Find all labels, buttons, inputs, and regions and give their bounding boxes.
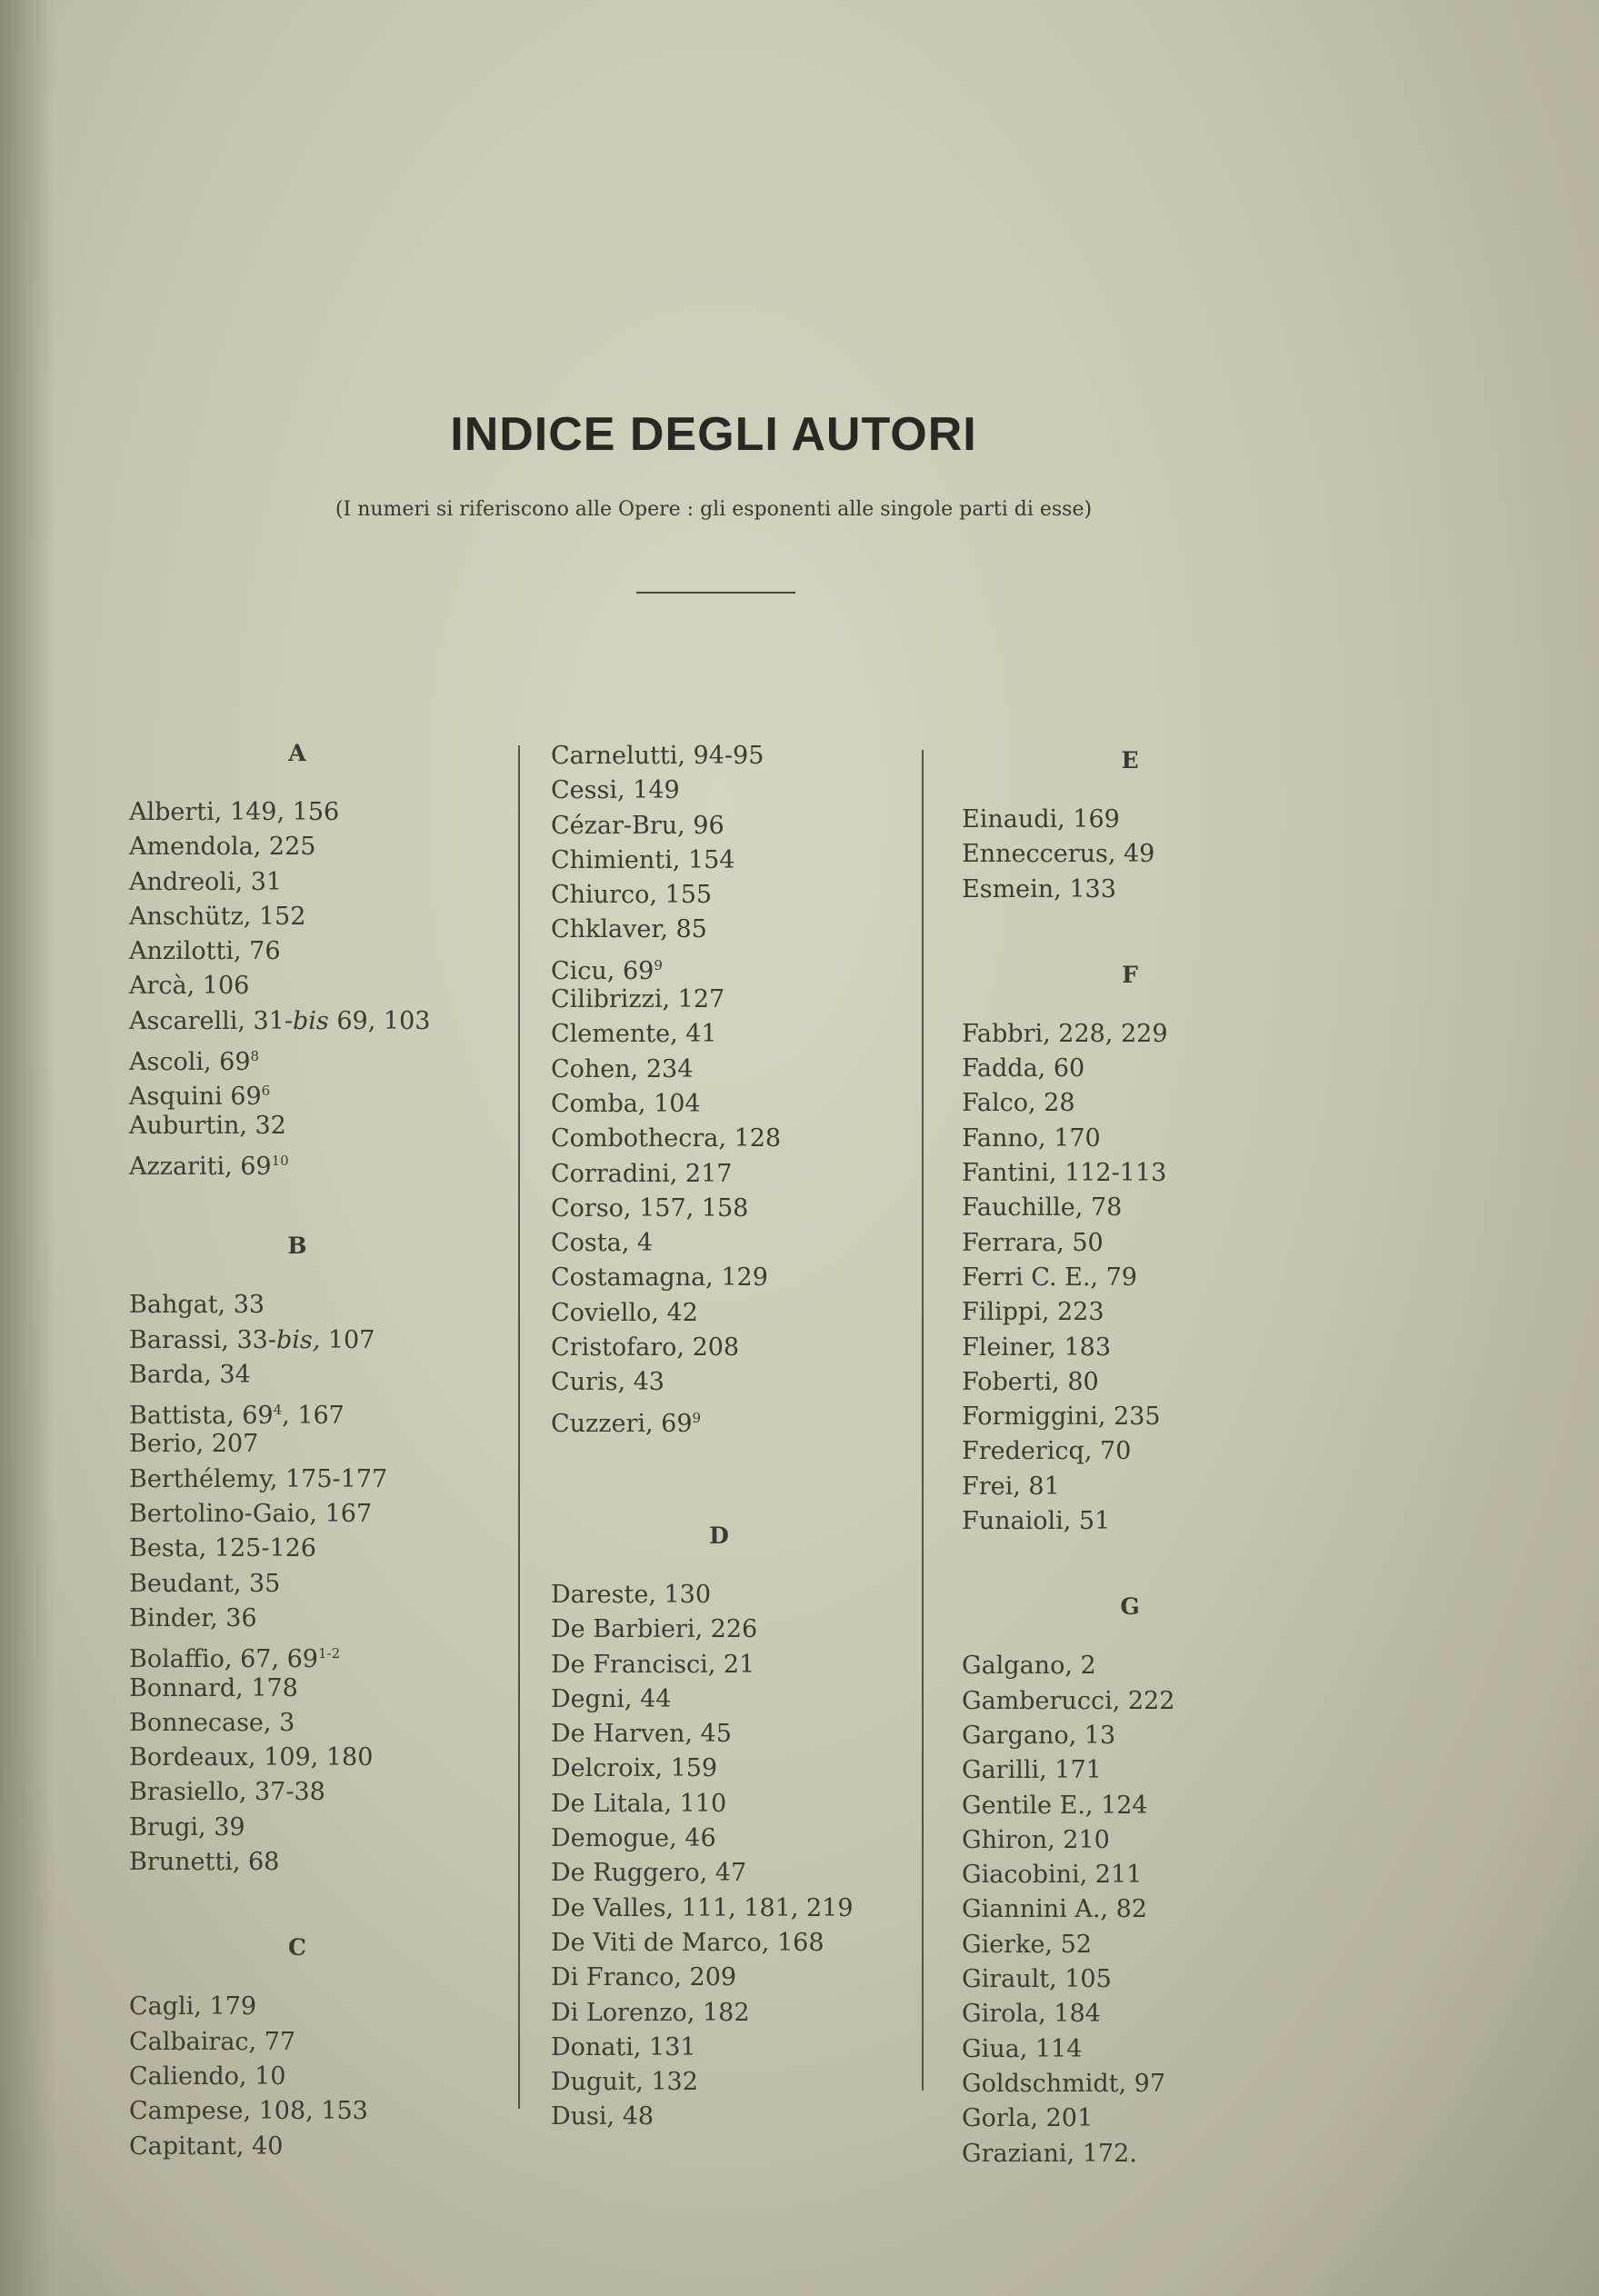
entry-text: Demogue, 46 [551, 1824, 716, 1853]
entry-text: Chiurco, 155 [551, 881, 713, 910]
title-rule [636, 592, 795, 594]
entry-text: Chklaver, 85 [551, 915, 707, 944]
index-entry [551, 1822, 914, 1856]
index-entry [962, 2067, 1325, 2101]
index-entry [551, 1648, 914, 1682]
index-entry [962, 1261, 1325, 1295]
entry-text: Donati, 131 [551, 2032, 696, 2061]
entry-text: Filippi, 223 [962, 1298, 1104, 1327]
index-entry [962, 1122, 1325, 1156]
entry-text: Ferri C. E., 79 [962, 1263, 1137, 1292]
index-entry [962, 1858, 1325, 1892]
entry-text: Amendola, 225 [129, 833, 316, 862]
index-entry [129, 1393, 493, 1431]
index-entry [129, 1845, 493, 1880]
entry-text: Fauchille, 78 [962, 1193, 1123, 1223]
entry-text: Einaudi, 169 [962, 805, 1120, 834]
entry-text: 107 [320, 1325, 375, 1354]
entry-superscript: 10 [271, 1152, 289, 1169]
entry-text: Cohen, 234 [551, 1054, 694, 1083]
entry-text: De Francisci, 21 [551, 1650, 755, 1679]
index-entry [962, 1504, 1325, 1539]
section-gap [962, 907, 1325, 958]
entry-italic: bis [293, 1006, 329, 1035]
index-entry [962, 1789, 1325, 1823]
index-entry [129, 2094, 493, 2129]
entry-text: Gentile E., 124 [962, 1791, 1148, 1820]
entry-text: Binder, 36 [129, 1603, 257, 1632]
entry-text: Comba, 104 [551, 1089, 701, 1118]
entry-text: De Litala, 110 [551, 1789, 727, 1818]
entry-text: Bolaffio, 67, 69 [129, 1645, 318, 1674]
entry-text: Esmein, 133 [962, 874, 1116, 903]
index-entry [551, 1961, 914, 1995]
index-entry [129, 1532, 493, 1566]
entry-text: Alberti, 149, 156 [129, 798, 340, 826]
entry-text: Brunetti, 68 [129, 1848, 280, 1877]
index-entry [129, 1990, 493, 2024]
index-entry [551, 1331, 914, 1365]
entry-text: Graziani, 172. [962, 2139, 1137, 2168]
entry-superscript: 9 [654, 956, 663, 973]
entry-text: Brasiello, 37-38 [129, 1778, 325, 1807]
entry-text: Barda, 34 [129, 1360, 251, 1389]
page-title: INDICE DEGLI AUTORI [450, 408, 977, 461]
index-entry [962, 1997, 1325, 2031]
index-entry [551, 1053, 914, 1087]
entry-superscript: 9 [692, 1409, 702, 1426]
section-gap [129, 1178, 493, 1229]
index-entry [551, 809, 914, 844]
entry-superscript: 4 [273, 1402, 283, 1419]
index-entry [129, 1143, 493, 1181]
index-entry [551, 844, 914, 878]
entry-text: Barassi, 33- [129, 1325, 276, 1354]
entry-text: Gorla, 201 [962, 2104, 1094, 2133]
index-entry [962, 1400, 1325, 1434]
section-letter: A [288, 740, 306, 766]
index-entry [551, 774, 914, 808]
index-entry [551, 739, 914, 774]
index-entry [551, 2031, 914, 2065]
entry-text: Bertolino-Gaio, 167 [129, 1500, 373, 1529]
entry-text: Giannini A., 82 [962, 1895, 1147, 1924]
index-column-3 [962, 744, 1325, 2171]
index-column-2 [551, 739, 914, 2135]
entry-text: Cagli, 179 [129, 1992, 257, 2021]
entry-text: Corso, 157, 158 [551, 1193, 749, 1223]
entry-text: Bordeaux, 109, 180 [129, 1743, 374, 1772]
entry-text: Fleiner, 183 [962, 1333, 1111, 1362]
entry-text: Enneccerus, 49 [962, 840, 1155, 869]
index-entry [962, 1295, 1325, 1330]
index-entry [551, 1996, 914, 2031]
index-entry [962, 1649, 1325, 1683]
index-entry [129, 1427, 493, 1462]
entry-text: De Valles, 111, 181, 219 [551, 1893, 854, 1922]
index-entry [962, 1017, 1325, 1052]
entry-text: Auburtin, 32 [129, 1111, 286, 1140]
index-entry [962, 1753, 1325, 1788]
section-gap [962, 1539, 1325, 1590]
column-separator [518, 745, 520, 2109]
section-gap [129, 1880, 493, 1931]
entry-text: Fabbri, 228, 229 [962, 1019, 1168, 1048]
index-entry [962, 1823, 1325, 1858]
entry-text: Girault, 105 [962, 1965, 1112, 1994]
index-entry [962, 1684, 1325, 1719]
index-entry [129, 1288, 493, 1323]
index-entry [551, 1717, 914, 1752]
entry-text: Ascarelli, 31- [129, 1006, 294, 1035]
index-entry [551, 1157, 914, 1192]
entry-text: De Barbieri, 226 [551, 1615, 758, 1644]
entry-text: Fredericq, 70 [962, 1437, 1132, 1466]
index-entry [129, 1811, 493, 1845]
entry-text: Besta, 125-126 [129, 1534, 316, 1563]
index-entry [129, 1323, 493, 1358]
index-entry [962, 2137, 1325, 2171]
index-entry [129, 2060, 493, 2094]
entry-text: Anschütz, 152 [129, 902, 306, 931]
index-entry [551, 948, 914, 983]
entry-text: Calbairac, 77 [129, 2027, 296, 2056]
index-entry [962, 1892, 1325, 1927]
entry-text: Bahgat, 33 [129, 1291, 265, 1320]
index-entry [962, 1086, 1325, 1121]
entry-text: Cristofaro, 208 [551, 1333, 740, 1363]
index-entry [129, 969, 493, 1003]
index-entry [551, 1296, 914, 1331]
index-entry [551, 2065, 914, 2100]
entry-superscript: 6 [261, 1083, 271, 1100]
entry-text: Formiggini, 235 [962, 1403, 1161, 1432]
index-entry [962, 2032, 1325, 2067]
index-entry [962, 2101, 1325, 2136]
entry-text: Carnelutti, 94-95 [551, 742, 765, 770]
entry-text: Corradini, 217 [551, 1159, 733, 1188]
index-entry [129, 1004, 493, 1039]
section-letter: B [287, 1233, 307, 1260]
entry-text: Degni, 44 [551, 1684, 672, 1713]
entry-superscript: 8 [250, 1048, 260, 1065]
index-entry [962, 1962, 1325, 1997]
index-entry [129, 1039, 493, 1077]
entry-text: Berthélemy, 175-177 [129, 1464, 388, 1493]
index-entry [129, 2130, 493, 2164]
entry-text: Chimienti, 154 [551, 845, 735, 874]
entry-text: Beudant, 35 [129, 1569, 281, 1598]
index-entry [129, 1462, 493, 1497]
entry-text: 69, 103 [328, 1006, 431, 1035]
index-entry [551, 1752, 914, 1786]
page-subtitle: (I numeri si riferiscono alle Opere : gli esponenti alle singole parti di esse) [335, 498, 1093, 521]
index-entry [129, 1497, 493, 1532]
index-entry [129, 1073, 493, 1112]
entry-text: Arcà, 106 [129, 972, 250, 1001]
index-entry [551, 2100, 914, 2134]
index-entry [962, 1719, 1325, 1753]
entry-text: Ferrara, 50 [962, 1228, 1104, 1257]
entry-text: Di Franco, 209 [551, 1963, 737, 1992]
entry-text: , 167 [282, 1402, 345, 1431]
entry-text: Delcroix, 159 [551, 1754, 718, 1783]
entry-text: Cilibrizzi, 127 [551, 985, 725, 1014]
entry-text: Garilli, 171 [962, 1756, 1102, 1785]
entry-text: Di Lorenzo, 182 [551, 1998, 750, 2027]
entry-text: Ascoli, 69 [129, 1048, 251, 1077]
index-entry [551, 1856, 914, 1891]
index-entry [129, 795, 493, 830]
entry-text: Giacobini, 211 [962, 1861, 1143, 1890]
index-entry [129, 934, 493, 969]
entry-text: Bonnard, 178 [129, 1673, 298, 1702]
index-entry [129, 1602, 493, 1636]
entry-text: Clemente, 41 [551, 1020, 717, 1049]
index-entry [962, 1191, 1325, 1225]
index-entry [551, 1365, 914, 1400]
index-entry [129, 1672, 493, 1706]
index-entry [129, 1358, 493, 1393]
entry-text: Cuzzeri, 69 [551, 1409, 693, 1438]
index-entry [551, 1017, 914, 1052]
entry-text: Cicu, 69 [551, 956, 655, 985]
index-entry [551, 1892, 914, 1926]
index-entry [129, 1567, 493, 1602]
index-entry [551, 913, 914, 947]
index-entry [551, 1787, 914, 1822]
index-entry [551, 1612, 914, 1647]
entry-text: De Viti de Marco, 168 [551, 1928, 824, 1957]
entry-text: Falco, 28 [962, 1089, 1075, 1118]
entry-superscript: 1-2 [317, 1645, 341, 1662]
entry-text: Ghiron, 210 [962, 1825, 1110, 1854]
index-entry [962, 1470, 1325, 1504]
entry-text: Galgano, 2 [962, 1652, 1096, 1681]
column-separator [922, 750, 924, 2091]
index-entry [551, 1122, 914, 1156]
index-entry [551, 1578, 914, 1612]
entry-text: Campese, 108, 153 [129, 2097, 368, 2126]
entry-text: Dareste, 130 [551, 1580, 712, 1609]
entry-text: Capitant, 40 [129, 2131, 284, 2161]
section-gap [551, 1435, 914, 1519]
index-entry [962, 1156, 1325, 1191]
entry-text: De Harven, 45 [551, 1720, 732, 1749]
index-entry [129, 865, 493, 900]
entry-text: Fadda, 60 [962, 1054, 1085, 1083]
index-entry [129, 1109, 493, 1143]
entry-text: Azzariti, 69 [129, 1152, 272, 1181]
section-letter: E [1121, 747, 1139, 774]
index-entry [962, 1928, 1325, 1962]
index-entry [962, 1331, 1325, 1365]
entry-text: Giua, 114 [962, 2034, 1083, 2063]
index-entry [962, 873, 1325, 907]
entry-text: Gierke, 52 [962, 1930, 1092, 1959]
section-letter: G [1120, 1593, 1140, 1621]
index-entry [129, 1775, 493, 1810]
entry-text: Costamagna, 129 [551, 1263, 768, 1293]
index-entry [962, 1365, 1325, 1400]
index-entry [551, 1401, 914, 1438]
index-entry [129, 1636, 493, 1674]
entry-text: Fanno, 170 [962, 1123, 1101, 1153]
entry-italic: bis, [275, 1325, 321, 1354]
entry-text: Curis, 43 [551, 1368, 665, 1397]
entry-text: Coviello, 42 [551, 1298, 698, 1327]
entry-text: Gamberucci, 222 [962, 1686, 1175, 1715]
index-entry [129, 1741, 493, 1775]
entry-text: Funaioli, 51 [962, 1507, 1111, 1536]
index-column-1 [129, 736, 493, 2164]
index-entry [551, 1682, 914, 1717]
entry-text: Costa, 4 [551, 1229, 654, 1258]
entry-text: Andreoli, 31 [129, 867, 283, 896]
entry-text: Fantini, 112-113 [962, 1159, 1167, 1188]
entry-text: Asquini 69 [129, 1083, 262, 1112]
entry-text: Goldschmidt, 97 [962, 2069, 1166, 2098]
section-letter: C [288, 1934, 306, 1962]
entry-text: Combothecra, 128 [551, 1124, 782, 1153]
entry-text: Bonnecase, 3 [129, 1708, 295, 1737]
index-entry [962, 1226, 1325, 1261]
entry-text: Dusi, 48 [551, 2102, 655, 2131]
index-entry [129, 900, 493, 934]
entry-text: Frei, 81 [962, 1472, 1060, 1501]
entry-text: De Ruggero, 47 [551, 1859, 747, 1888]
entry-text: Cézar-Bru, 96 [551, 811, 725, 840]
index-entry [551, 1192, 914, 1226]
index-entry [962, 1434, 1325, 1469]
entry-text: Girola, 184 [962, 2000, 1101, 2029]
index-entry [551, 1087, 914, 1122]
section-letter: D [709, 1522, 729, 1549]
index-entry [551, 1926, 914, 1961]
index-entry [129, 830, 493, 864]
entry-text: Anzilotti, 76 [129, 937, 281, 966]
entry-text: Caliendo, 10 [129, 2061, 286, 2091]
entry-text: Foberti, 80 [962, 1367, 1099, 1396]
entry-text: Cessi, 149 [551, 776, 680, 805]
index-entry [551, 1226, 914, 1261]
index-entry [551, 878, 914, 913]
entry-text: Berio, 207 [129, 1430, 259, 1459]
index-entry [962, 837, 1325, 872]
index-entry [551, 1261, 914, 1295]
entry-text: Duguit, 132 [551, 2068, 698, 2097]
index-entry [551, 983, 914, 1017]
entry-text: Gargano, 13 [962, 1721, 1116, 1750]
section-letter: F [1122, 961, 1138, 988]
entry-text: Battista, 69 [129, 1402, 274, 1431]
index-entry [129, 2025, 493, 2060]
entry-text: Brugi, 39 [129, 1812, 245, 1842]
index-entry [962, 803, 1325, 837]
index-entry [962, 1052, 1325, 1086]
index-entry [129, 1706, 493, 1741]
